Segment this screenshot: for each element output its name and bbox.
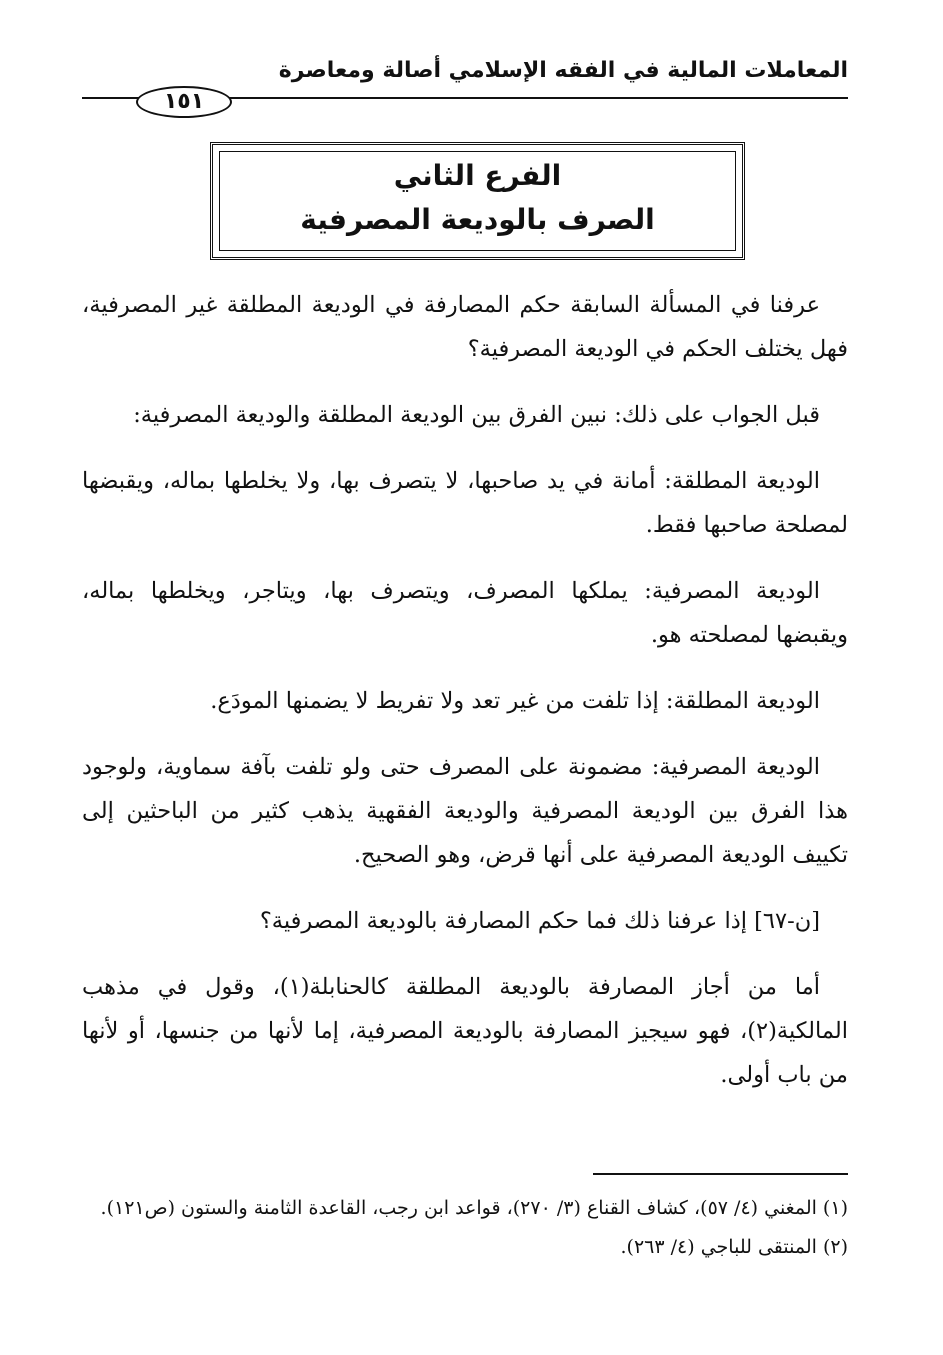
- footnote-rule: [593, 1173, 848, 1175]
- paragraph-1: عرفنا في المسألة السابقة حكم المصارفة في الوديعة المطلقة غير المصرفية، فهل يختلف الحكم في الوديعة المصرفية؟: [82, 292, 848, 362]
- footnote-2: (٢) المنتقى للباجي (٤/ ٢٦٣).: [620, 1236, 848, 1258]
- paragraph-8: أما من أجاز المصارفة بالوديعة المطلقة كالحنابلة(١)، وقول في مذهب المالكية(٢)، فهو سيجيز المصارفة بالوديعة المصرفية، إما لأنها من جنسها، أو لأنها من باب أولى.: [82, 974, 848, 1088]
- section-title-line-2: الصرف بالوديعة المصرفية: [300, 203, 655, 236]
- section-title-box: [210, 142, 745, 260]
- page-number: ١٥١: [136, 86, 232, 118]
- footnote-1: (١) المغني (٤/ ٥٧)، كشاف القناع (٣/ ٢٧٠)، قواعد ابن رجب، القاعدة الثامنة والستون (ص١٢١).: [100, 1197, 848, 1219]
- paragraph-7: [ن-٦٧] إذا عرفنا ذلك فما حكم المصارفة بالوديعة المصرفية؟: [259, 908, 820, 934]
- footnotes: [82, 1192, 848, 1270]
- paragraph-2: قبل الجواب على ذلك: نبين الفرق بين الوديعة المطلقة والوديعة المصرفية:: [133, 402, 820, 428]
- paragraph-3: الوديعة المطلقة: أمانة في يد صاحبها، لا يتصرف بها، ولا يخلطها بماله، ويقبضها لمصلحة صاحبها فقط.: [82, 468, 848, 538]
- running-header: المعاملات المالية في الفقه الإسلامي أصالة ومعاصرة: [278, 58, 848, 83]
- body-text: [82, 283, 848, 1103]
- section-title-line-1: الفرع الثاني: [393, 159, 562, 192]
- paragraph-6: الوديعة المصرفية: مضمونة على المصرف حتى ولو تلفت بآفة سماوية، ولوجود هذا الفرق بين الوديعة المصرفية والوديعة الفقهية يذهب كثير من الباحثين إلى تكييف الوديعة المصرفية على أنها قرض، وهو الصحيح.: [82, 754, 848, 868]
- paragraph-5: الوديعة المطلقة: إذا تلفت من غير تعد ولا تفريط لا يضمنها المودَع.: [210, 688, 820, 714]
- paragraph-4: الوديعة المصرفية: يملكها المصرف، ويتصرف بها، ويتاجر، ويخلطها بماله، ويقبضها لمصلحته هو.: [82, 578, 848, 648]
